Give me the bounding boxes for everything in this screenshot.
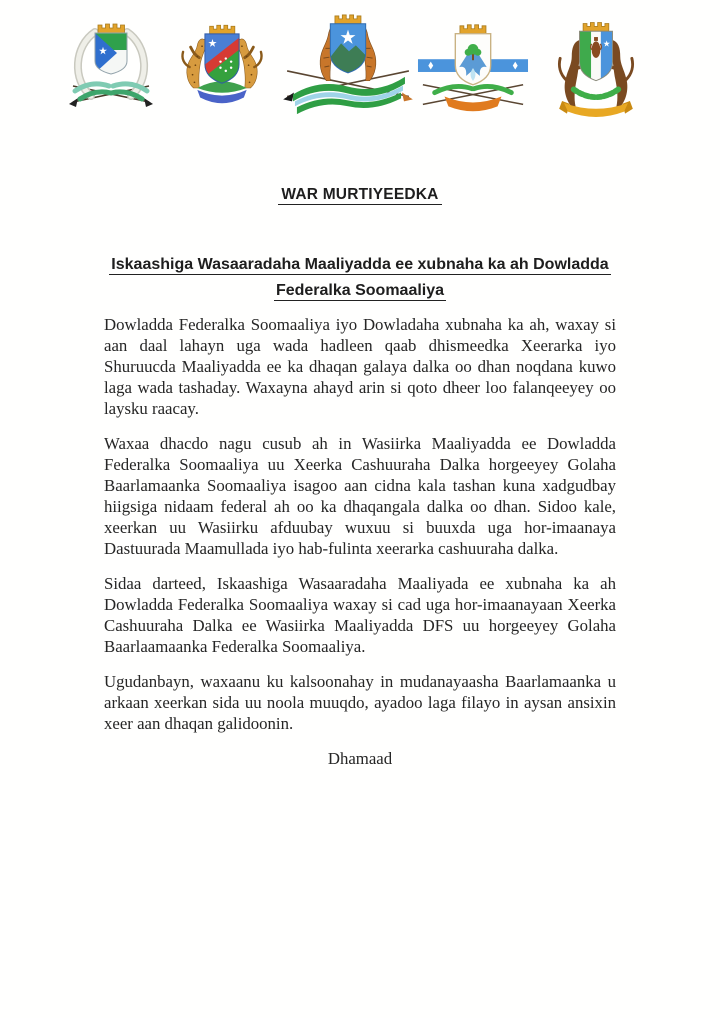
document-title xyxy=(0,186,720,204)
subtitle-line-2: Federalka Soomaaliya xyxy=(275,282,445,300)
galmudug-emblem-icon xyxy=(417,21,529,121)
subtitle-line-1: Iskaashiga Wasaaradaha Maaliyadda ee xubnaha ka ah Dowladda xyxy=(111,256,609,274)
puntland-emblem-icon xyxy=(283,12,413,122)
document-body xyxy=(104,314,616,783)
paragraph-2: Waxaa dhacdo nagu cusub ah in Wasiirka Maaliyadda ee Dowladda Federalka Soomaaliya uu Xeerka Cashuuraha Dalka horgeeyey Golaha Baarlamaanka Soomaaliya isagoo aan cidna kala tashan kuna xadgudbay hiigsiga nidaam federal ah oo ka dhaqangala dalka oo dhan. Sidoo kale, xeerkan uu Wasiirku afduubay wuxuu si buuxda uga hor-imaanaya Dastuurada Maamullada iyo hab-fulinta xeerarka cashuuraha dalka. xyxy=(104,434,616,558)
hirshabelle-emblem-icon xyxy=(533,16,659,124)
jubaland-emblem-icon xyxy=(61,20,161,116)
southwest-state-emblem-icon xyxy=(165,17,279,121)
paragraph-4: Ugudanbayn, waxaanu ku kalsoonahay in mudanayaasha Baarlamaanka u arkaan xeerkan sida uu noola muuqdo, ayadoo laga filayo in aysan ansixin xeer aan dhaqan galidoonin. xyxy=(104,672,616,733)
document-title-text: WAR MURTIYEEDKA xyxy=(278,186,441,205)
state-emblems-header xyxy=(0,12,720,124)
paragraph-1: Dowladda Federalka Soomaaliya iyo Dowladaha xubnaha ka ah, waxay si aan daal lahayn uga wada hadleen qaab dhismeedka Xeerarka iyo Shuruucda Maaliyadda ee ka dhaqan galaya dalka oo dhan noqdana kuwo laga wada tashaday. Waxayna ahayd arin si qoto dheer loo falanqeeyey oo laysku raacay. xyxy=(104,315,616,418)
paragraph-3: Sidaa darteed, Iskaashiga Wasaaradaha Maaliyada ee xubnaha ka ah Dowladda Federalka Soomaaliya waxay si cad uga hor-imaanayaan Xeerka Cashuuraha Dalka ee Wasiirka Maaliyadda DFS uu horgeeyey Golaha Baarlaamaanka Federalka Soomaaliya. xyxy=(104,574,616,656)
document-subtitle xyxy=(0,252,720,304)
closing-word: Dhamaad xyxy=(327,749,393,768)
